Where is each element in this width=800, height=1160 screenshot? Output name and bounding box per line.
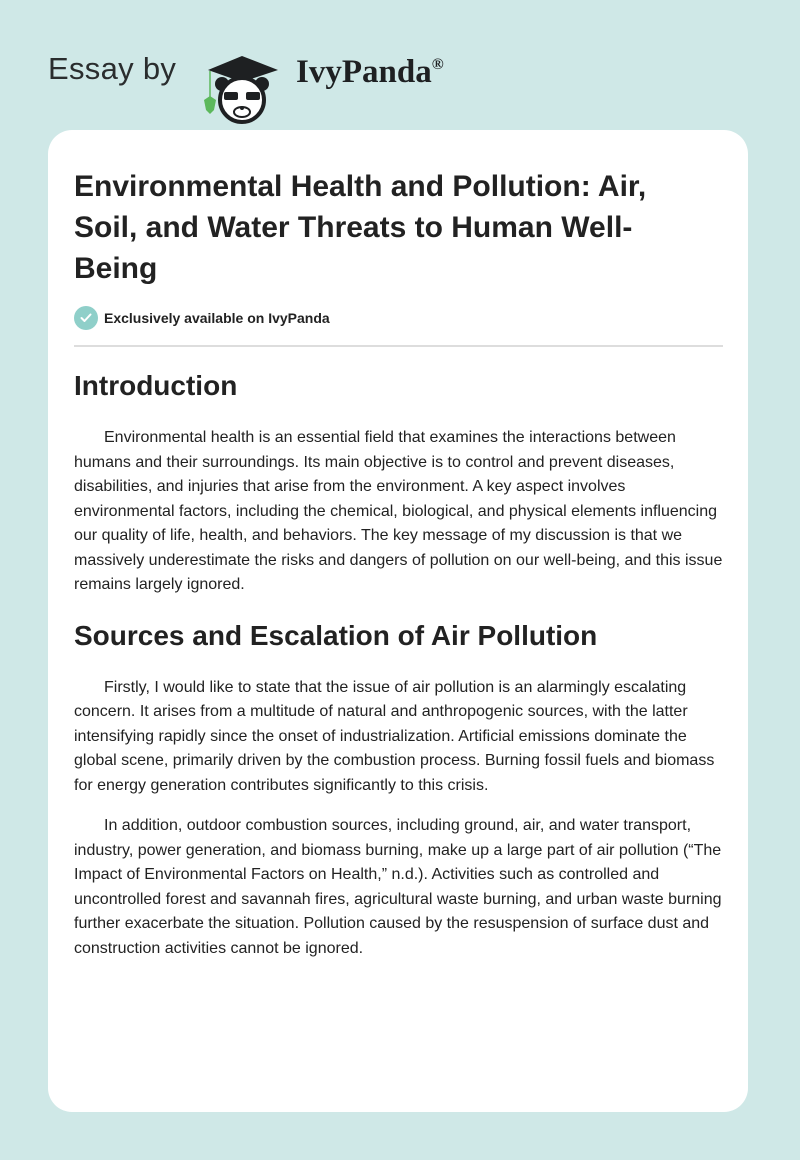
paragraph: Firstly, I would like to state that the issue of air pollution is an alarmingly escalating concern. It arises from a multitude of natural and anthropogenic sources, with the latter intensifying rapidly since the onset of industrialization. Artificial emissions dominate the global scene, primarily driven by the combustion process. Burning fossil fuels and biomass for energy generation contributes significantly to this crisis. (74, 678, 715, 794)
essay-body (74, 366, 728, 961)
paragraph: In addition, outdoor combustion sources, including ground, air, and water transport, industry, power generation, and biomass burning, make up a large part of air pollution (“The Impact of Environmental Factors on Health,” n.d.). Activities such as controlled and uncontrolled forest and savannah fires, agricultural waste burning, and urban waste burning further exacerbate the situation. Pollution caused by the resuspension of surface dust and construction activities cannot be ignored. (74, 817, 722, 957)
check-icon (74, 306, 98, 330)
brand-text: IvyPanda (296, 54, 432, 90)
panda-logo-icon[interactable] (200, 56, 290, 124)
essay-card (48, 130, 748, 1112)
essay-title: Environmental Health and Pollution: Air, Soil, and Water Threats to Human Well-Being (74, 170, 647, 285)
section-heading: Sources and Escalation of Air Pollution (74, 619, 598, 651)
paragraph: Environmental health is an essential field that examines the interactions between humans and their surroundings. Its main objective is to control and prevent diseases, disabilities, and injuries that arise from the environment. A key aspect involves environmental factors, including the chemical, biological, and physical elements influencing our quality of life, health, and behaviors. The key message of my discussion is that we massively underestimate the risks and dangers of pollution on our well-being, and this issue remains largely ignored. (74, 429, 723, 593)
brand-name[interactable] (296, 54, 444, 91)
divider (74, 345, 723, 347)
exclusive-badge (74, 306, 330, 330)
section-heading: Introduction (74, 370, 238, 401)
site-header (0, 20, 800, 120)
essay-by-label: Essay by (48, 51, 177, 86)
badge-text: Exclusively available on IvyPanda (104, 310, 330, 326)
registered-mark: ® (431, 56, 444, 73)
